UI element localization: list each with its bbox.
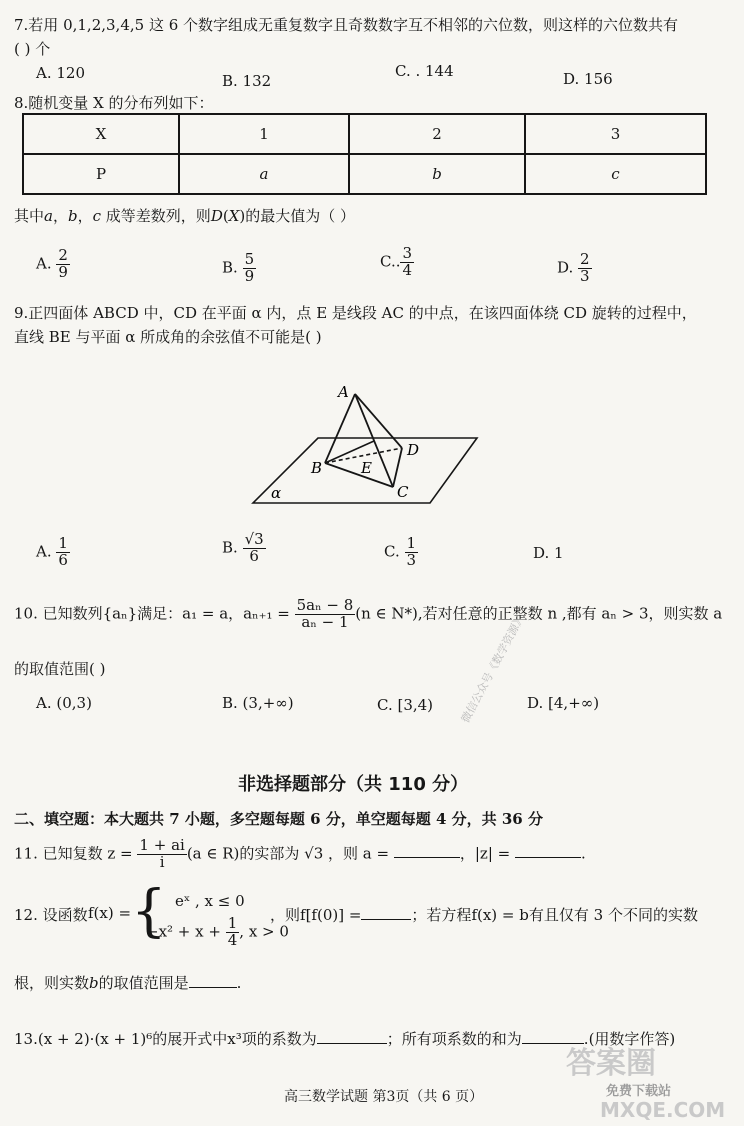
answer-blank[interactable] bbox=[189, 987, 237, 988]
q7-line1: 7.若用 0,1,2,3,4,5 这 6 个数字组成无重复数字且奇数数字互不相邻的六位数，则这样的六位数共有 bbox=[14, 16, 679, 34]
q9-option-b: B. $\frac{√3}{6}$ bbox=[222, 530, 264, 565]
q11: 11. 已知复数 z = $\frac{1 + ai}{i}$ (a ∈ R)的实部为 √3 ，则 a = ，|z| = . bbox=[14, 836, 586, 871]
fill-section-heading: 二、填空题：本大题共 7 小题，多空题每题 6 分，单空题每题 4 分，共 36 分 bbox=[14, 810, 543, 828]
answer-blank[interactable] bbox=[361, 919, 411, 920]
q9-line1: 9.正四面体 ABCD 中，CD 在平面 α 内，点 E 是线段 AC 的中点，在该四面体绕 CD 旋转的过程中， bbox=[14, 304, 697, 322]
q10-option-d: D. [4,+∞) bbox=[527, 694, 600, 712]
table-cell: P bbox=[23, 154, 179, 194]
q13: 13.(x + 2)·(x + 1)⁶的展开式中x³项的系数为 ；所有项系数的和为 .(用数字作答) bbox=[14, 1030, 676, 1048]
q9-option-d: D. 1 bbox=[533, 544, 564, 562]
q7-line2: ( ) 个 bbox=[14, 40, 51, 58]
q9-option-c: C. $\frac{1}{3}$ bbox=[384, 534, 417, 569]
answer-blank[interactable] bbox=[515, 857, 581, 858]
label-b: B bbox=[311, 459, 323, 477]
label-c: C bbox=[397, 483, 409, 501]
edge-ab bbox=[325, 394, 355, 463]
edge-ad bbox=[355, 394, 402, 448]
q8-condition: 其中a，b，c 成等差数列，则D(X)的最大值为（ ） bbox=[14, 207, 356, 225]
answer-blank[interactable] bbox=[394, 857, 460, 858]
q7-option-d: D. 156 bbox=[563, 70, 613, 88]
q7-option-a: A. 120 bbox=[36, 64, 85, 82]
answer-blank[interactable] bbox=[317, 1043, 387, 1044]
q7-option-c: C. . 144 bbox=[395, 62, 454, 80]
q10-line1: 10. 已知数列{aₙ}满足：a₁ = a，aₙ₊₁ = $\frac{\text{5aₙ − 8}}{\text{aₙ − 1}}$ (n ∈ N*),若对任意的正整数 n ,都有 aₙ > 3，则实数 a bbox=[14, 596, 723, 631]
table-cell: 1 bbox=[179, 114, 349, 154]
table-row bbox=[23, 154, 706, 194]
table-cell: a bbox=[179, 154, 349, 194]
q12-case1: eˣ , x ≤ 0 bbox=[175, 892, 245, 910]
q12-line2: 根，则实数b的取值范围是 . bbox=[14, 974, 242, 992]
label-d: D bbox=[407, 441, 420, 459]
q8-option-c: C.. $\frac{3}{4}$ bbox=[380, 244, 413, 279]
table-row bbox=[23, 114, 706, 154]
page-footer: 高三数学试题 第3页（共 6 页） bbox=[284, 1089, 484, 1105]
q10-option-c: C. [3,4) bbox=[377, 696, 434, 714]
table-cell: 2 bbox=[349, 114, 525, 154]
q10-option-a: A. (0,3) bbox=[36, 694, 92, 712]
table-cell: c bbox=[525, 154, 706, 194]
edge-cd bbox=[393, 448, 402, 487]
edge-bc bbox=[325, 463, 393, 487]
distribution-table bbox=[22, 113, 707, 195]
logo-subtitle: 免费下载站 bbox=[606, 1084, 672, 1099]
tetrahedron-figure bbox=[245, 375, 485, 510]
label-e: E bbox=[361, 459, 372, 477]
q7-option-b: B. 132 bbox=[222, 72, 272, 90]
q12-tail: ，则f[f(0)] = ；若方程f(x) = b有且仅有 3 个不同的实数 bbox=[270, 906, 698, 924]
q12-prefix: 12. 设函数 bbox=[14, 906, 88, 924]
q9-line2: 直线 BE 与平面 α 所成角的余弦值不可能是( ) bbox=[14, 328, 322, 346]
q9-option-a: A. $\frac{1}{6}$ bbox=[36, 534, 68, 569]
table-cell: 3 bbox=[525, 114, 706, 154]
label-a: A bbox=[338, 383, 349, 401]
logo-domain: MXQE.COM bbox=[600, 1098, 726, 1122]
q12-fx: f(x) = bbox=[88, 904, 132, 922]
q12-case2: −x² + x + $\frac{1}{4}$ , x > 0 bbox=[146, 914, 289, 949]
q10-line2: 的取值范围( ) bbox=[14, 660, 106, 678]
q10-option-b: B. (3,+∞) bbox=[222, 694, 294, 712]
q8-option-d: D. $\frac{2}{3}$ bbox=[557, 250, 590, 285]
label-alpha: α bbox=[271, 484, 282, 502]
watermark-text: 微信公众号《数学资源》 bbox=[458, 612, 528, 726]
piecewise-brace: { bbox=[131, 879, 167, 944]
q8-option-a: A. $\frac{2}{9}$ bbox=[36, 246, 68, 281]
logo-title: 答案圈 bbox=[566, 1046, 656, 1081]
table-cell: b bbox=[349, 154, 525, 194]
table-cell: X bbox=[23, 114, 179, 154]
section-title: 非选择题部分（共 110 分） bbox=[238, 774, 469, 795]
q8-stem: 8.随机变量 X 的分布列如下： bbox=[14, 94, 214, 112]
q8-option-b: B. $\frac{5}{9}$ bbox=[222, 250, 255, 285]
